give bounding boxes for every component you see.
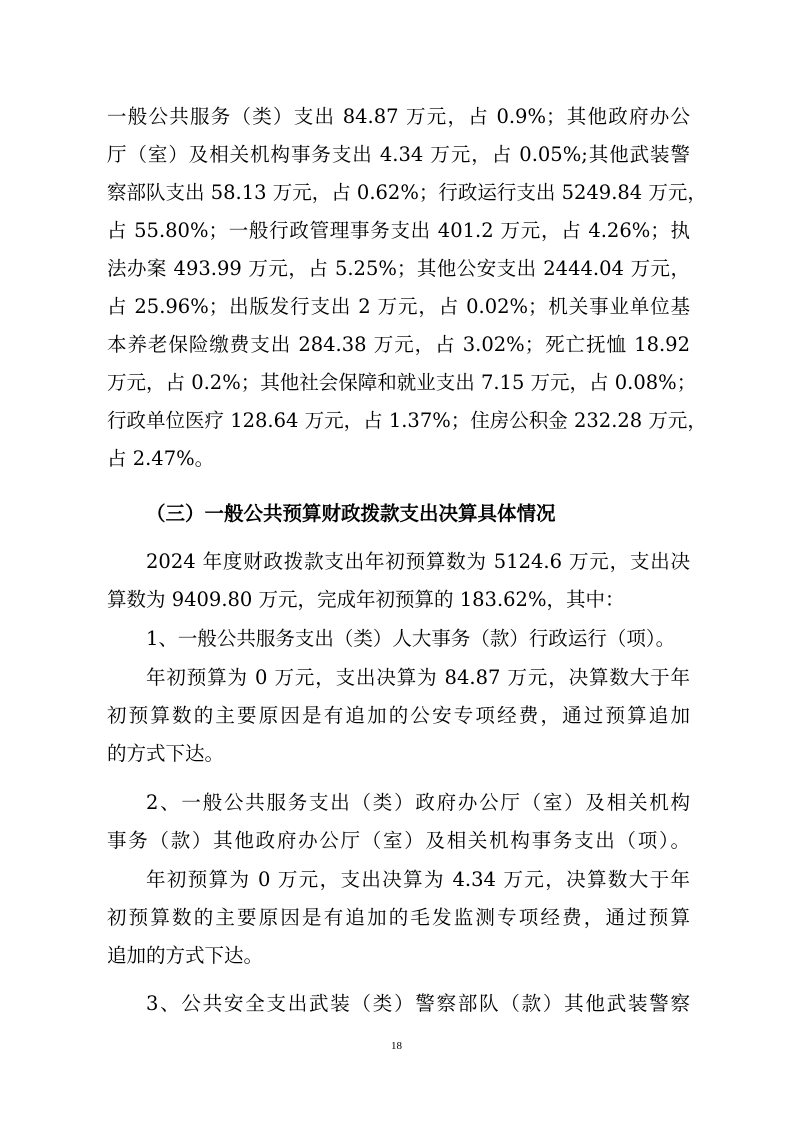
paragraph-1-line: 察部队支出 58.13 万元，占 0.62%；行政运行支出 5249.84 万元， <box>107 181 707 204</box>
page-number: 18 <box>391 1040 402 1052</box>
item-2-line: 初预算数的主要原因是有追加的毛发监测专项经费，通过预算 <box>107 906 690 929</box>
paragraph-1-line: 一般公共服务（类）支出 84.87 万元，占 0.9%；其他政府办公 <box>107 105 690 128</box>
paragraph-1-line: 本养老保险缴费支出 284.38 万元，占 3.02%；死亡抚恤 18.92 <box>107 333 690 356</box>
paragraph-1-line: 占 55.80%；一般行政管理事务支出 401.2 万元，占 4.26%；执 <box>107 219 690 242</box>
item-2-title-line: 事务（款）其他政府办公厅（室）及相关机构事务支出（项）。 <box>107 829 690 852</box>
paragraph-2-line: 算数为 9409.80 万元，完成年初预算的 183.62%，其中： <box>107 588 625 611</box>
item-2-title-line: 2、一般公共服务支出（类）政府办公厅（室）及相关机构 <box>146 791 690 814</box>
item-1-line: 年初预算为 0 万元，支出决算为 84.87 万元，决算数大于年 <box>146 666 690 689</box>
paragraph-1-line: 法办案 493.99 万元，占 5.25%；其他公安支出 2444.04 万元， <box>107 257 690 280</box>
item-3-title: 3、公共安全支出武装（类）警察部队（款）其他武装警察 <box>146 992 690 1015</box>
paragraph-1-line: 厅（室）及相关机构事务支出 4.34 万元，占 0.05%;其他武装警 <box>107 143 690 166</box>
item-2-line: 年初预算为 0 万元，支出决算为 4.34 万元，决算数大于年 <box>146 868 690 891</box>
paragraph-1-line: 万元，占 0.2%；其他社会保障和就业支出 7.15 万元，占 0.08%； <box>107 371 697 394</box>
item-1-line: 初预算数的主要原因是有追加的公安专项经费，通过预算追加 <box>107 704 690 727</box>
paragraph-2-line: 2024 年度财政拨款支出年初预算数为 5124.6 万元，支出决 <box>146 550 690 573</box>
section-heading: （三）一般公共预算财政拨款支出决算具体情况 <box>146 502 556 525</box>
paragraph-1-line: 占 25.96%；出版发行支出 2 万元，占 0.02%；机关事业单位基 <box>107 295 690 318</box>
item-1-title: 1、一般公共服务支出（类）人大事务（款）行政运行（项）。 <box>146 627 676 650</box>
paragraph-1-line: 占 2.47%。 <box>107 447 215 470</box>
item-1-line: 的方式下达。 <box>107 742 225 765</box>
paragraph-1-line: 行政单位医疗 128.64 万元，占 1.37%；住房公积金 232.28 万元， <box>107 409 707 432</box>
item-2-line: 追加的方式下达。 <box>107 944 264 967</box>
